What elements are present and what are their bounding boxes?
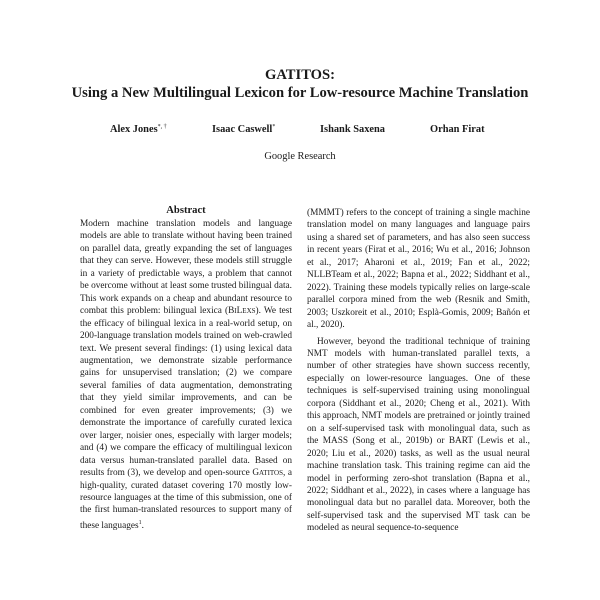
abstract-text-part: . [141, 520, 144, 531]
gatitos-term: Gatitos [252, 468, 284, 479]
title-line-2: Using a New Multilingual Lexicon for Low-resource Machine Translation [71, 85, 529, 101]
bilexs-term: BiLexs [228, 306, 256, 317]
author-name: Ishank Saxena [320, 124, 385, 135]
author-name: Orhan Firat [430, 124, 485, 135]
author-name: Isaac Caswell [212, 124, 273, 135]
author [212, 124, 275, 135]
title-line-1: GATITOS: [264, 67, 336, 83]
footnote-mark[interactable]: 1 [138, 519, 142, 526]
author [430, 124, 485, 135]
intro-paragraph: (MMMT) refers to the concept of training a single machine translation model on many languages and language pairs using a shared set of parameters, and has also seen success in recent years (Firat et al., 2016; Wu et al., 2016; Johnson et al., 2017; Aharoni et al., 2019; Fan et al., 2022; NLLBTeam et al., 2022; Bapna et al., 2022; Siddhant et al., 2022). Training these models typically relies on large-scale parallel corpora mined from the web (Resnik and Smith, 2003; Uszkoreit et al., 2010; Esplà-Gomis, 2009; Bañón et al., 2020). [307, 208, 530, 331]
author [110, 124, 167, 135]
affiliation: Google Research [264, 151, 336, 162]
author-list [0, 124, 600, 138]
abstract-text-part: ). We test the efficacy of bilingual lexica in a real-world setup, on 200-language translation models trained on web-crawled text. We present several findings: (1) using lexical data augmentation, we demonstrate sizable performance gains for unsupervised translation; (2) we compare several families of data augmentation, demonstrating that they yield similar improvements, and can be combined for even greater improvements; (3) we demonstrate the importance of carefully curated lexica over larger, noisier ones, especially with larger models; and (4) we compare the efficacy of multilingual lexicon data versus human-translated parallel data. Based on results from (3), we develop and open-source [80, 306, 293, 479]
author [320, 124, 385, 135]
author-marks: * [272, 124, 276, 130]
abstract-text [80, 218, 292, 532]
abstract-column [80, 204, 292, 532]
intro-paragraph: However, beyond the traditional technique of training NMT models with human-translated parallel texts, a number of other strategies have shown success recently, especially on lower-resource languages. One of these techniques is self-supervised training using monolingual corpora (Siddhant et al., 2020; Cheng et al., 2021). With this approach, NMT models are pretrained or jointly trained on a self-supervised task with monolingual data, such as the MASS (Song et al., 2019b) or BART (Lewis et al., 2020; Liu et al., 2020) tasks, as well as the usual neural machine translation task. This training regime can aid the model in performing zero-shot translation (Bapna et al., 2022; Siddhant et al., 2022), in cases where a language has monolingual data but no parallel data. Moreover, both the self-supervised task and the supervised MT task can be modeled as neural sequence-to-sequence [307, 336, 530, 534]
paper-title [0, 66, 600, 102]
abstract-text-part: Modern machine translation models and language models are able to translate without having been trained on parallel data, greatly expanding the set of languages that they can serve. However, these models still struggle in a variety of predictable ways, a problem that cannot be overcome without at least some trusted bilingual data. This work expands on a cheap and abundant resource to combat this problem: bilingual lexica ( [80, 219, 292, 317]
abstract-heading: Abstract [166, 205, 206, 216]
intro-column [307, 207, 530, 535]
author-marks: *, † [157, 124, 167, 130]
author-name: Alex Jones [110, 124, 158, 135]
abstract-text-part: , a high-quality, curated dataset covering 170 mostly low-resource languages at the time of this submission, one of the first human-translated resources to support many of these languages [80, 468, 292, 531]
